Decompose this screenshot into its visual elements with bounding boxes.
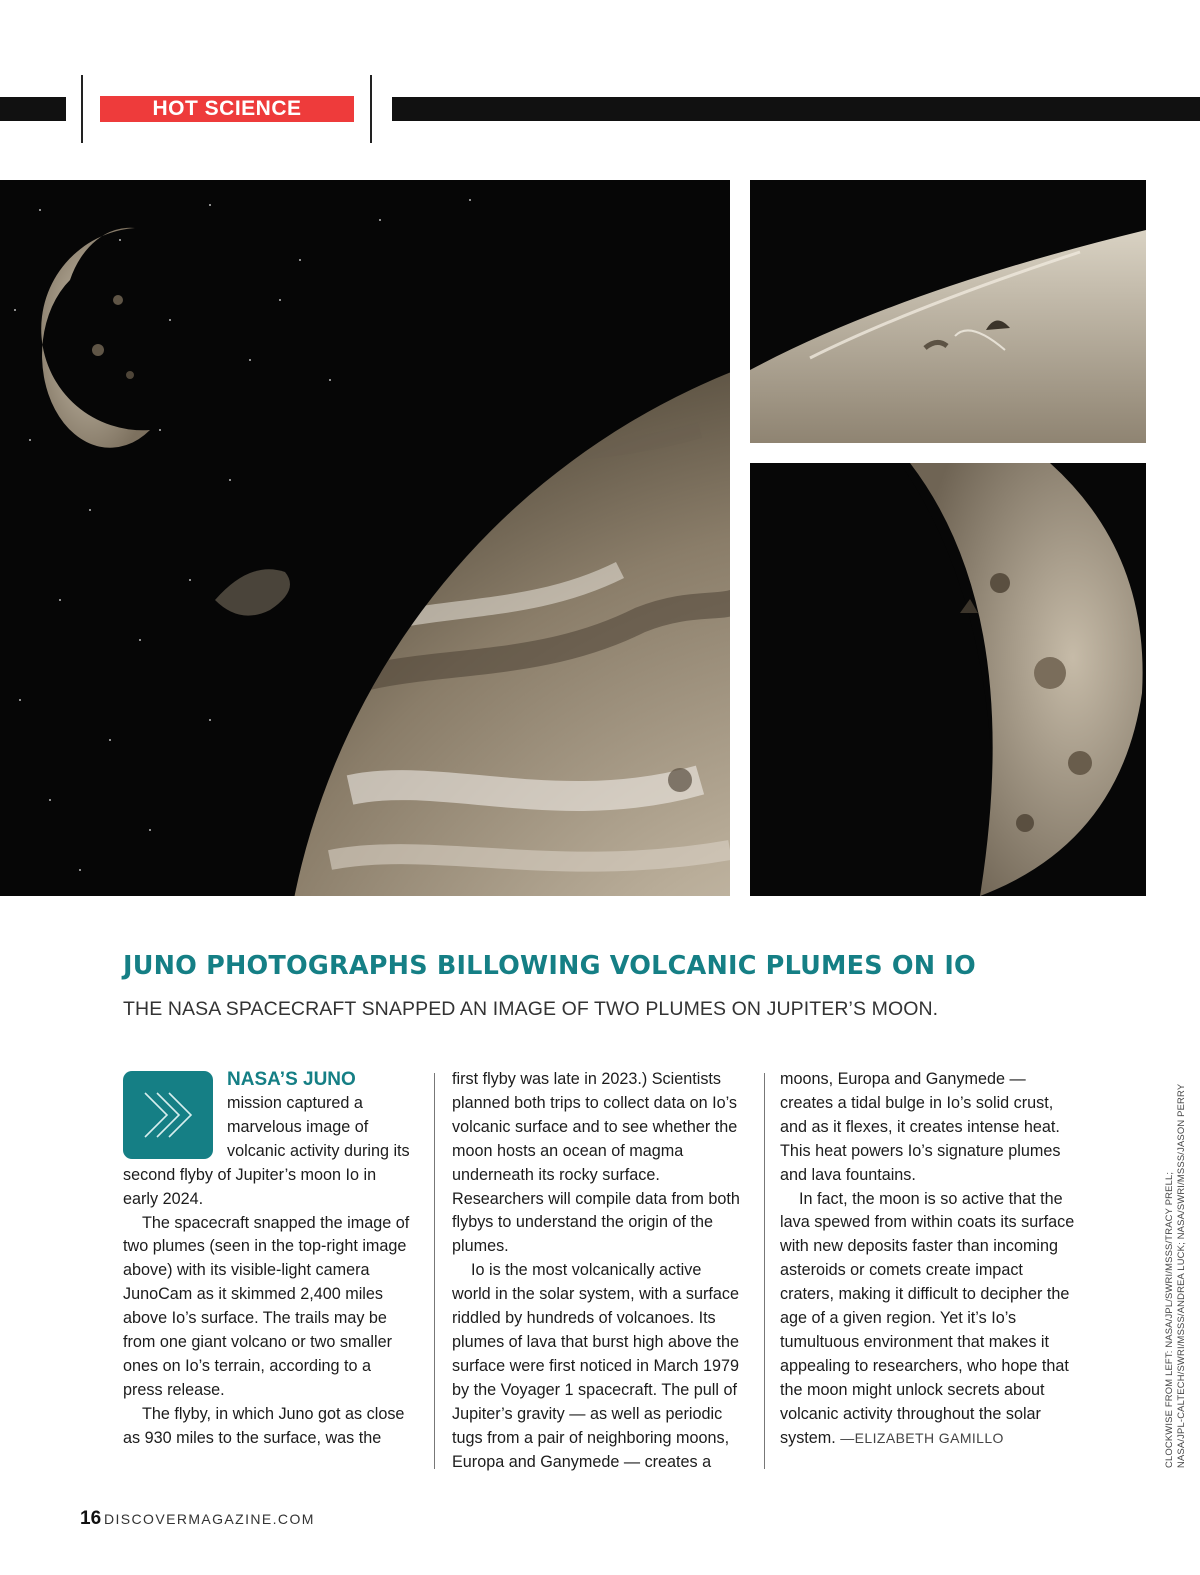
article-column-1 bbox=[123, 1068, 415, 1451]
lead-in: NASA’S JUNO bbox=[227, 1069, 356, 1090]
article-deck: THE NASA SPACECRAFT SNAPPED AN IMAGE OF TWO PLUMES ON JUPITER’S MOON. bbox=[123, 998, 939, 1020]
article-headline: JUNO PHOTOGRAPHS BILLOWING VOLCANIC PLUMES ON IO bbox=[123, 951, 976, 981]
site-url: DISCOVERMAGAZINE.COM bbox=[104, 1511, 315, 1527]
io-crescent-photo bbox=[750, 463, 1146, 896]
paragraph-2: The spacecraft snapped the image of two plumes (seen in the top-right image above) with its visible-light camera JunoCam as it skimmed 2,400 miles above Io’s surface. The trails may be from one giant volcano or two smaller ones on Io’s terrain, according to a press release. bbox=[123, 1213, 410, 1399]
header-bar-right bbox=[392, 97, 1200, 121]
article-column-2: first flyby was late in 2023.) Scientists planned both trips to collect data on Io’s volcanic surface and to see whether the moon hosts an ocean of magma underneath its rocky surface. Researchers will compile data from both flybys to understand the origin of the plumes. Io is the most volcanically active world in the solar system, with a surface riddled by hundreds of volcanoes. Its plumes of lava that burst high above the surface were first noticed in March 1979 by the Voyager 1 spacecraft. The pull of Jupiter’s gravity — as well as periodic tugs from a pair of neighboring moons, Europa and Ganymede — creates a bbox=[452, 1068, 744, 1475]
paragraph-1: mission captured a marvelous image of volcanic activity during its second flyby of Jupiter’s moon Io in early 2024. bbox=[123, 1094, 410, 1208]
chevrons-icon bbox=[123, 1071, 213, 1159]
jupiter-io-photo bbox=[0, 180, 730, 896]
header-divider-right bbox=[370, 75, 372, 143]
paragraph-3: The flyby, in which Juno got as close as 930 miles to the surface, was the bbox=[123, 1404, 405, 1447]
paragraph-5: In fact, the moon is so active that the lava spewed from within coats its surface with new deposits faster than incoming asteroids or comets create impact craters, making it difficult to decipher the age of a given region. Yet it’s Io’s tumultuous environment that makes it appealing to researchers, who hope that the moon might unlock secrets about volcanic activity throughout the solar system. bbox=[780, 1189, 1075, 1447]
section-tag: HOT SCIENCE bbox=[100, 96, 354, 122]
article-column-3: moons, Europa and Ganymede — creates a tidal bulge in Io’s solid crust, and as it flexes, it creates intense heat. This heat powers Io’s signature plumes and lava fountains. In fact, the moon is so active that the lava spewed from within coats its surface with new deposits faster than incoming asteroids or comets create impact craters, making it difficult to decipher the age of a given region. Yet it’s Io’s tumultuous environment that makes it appealing to researchers, who hope that the moon might unlock secrets about volcanic activity throughout the solar system. —ELIZABETH GAMILLO bbox=[780, 1070, 1075, 1447]
byline: —ELIZABETH GAMILLO bbox=[840, 1429, 1004, 1446]
column-rule bbox=[764, 1073, 765, 1469]
paragraph-4: Io is the most volcanically active world in the solar system, with a surface riddled by hundreds of volcanoes. Its plumes of lava that burst high above the surface were first noticed in March 1979 by the Voyager 1 spacecraft. The pull of Jupiter’s gravity — as well as periodic tugs from a pair of neighboring moons, Europa and Ganymede — creates a bbox=[452, 1261, 740, 1471]
io-plumes-photo bbox=[750, 180, 1146, 443]
column-rule bbox=[434, 1073, 435, 1469]
header-divider-left bbox=[81, 75, 83, 143]
header-bar-left bbox=[0, 97, 66, 121]
credits-line-1: CLOCKWISE FROM LEFT: NASA/JPL/SWRI/MSSS/TRACY PRELL; bbox=[1163, 1171, 1174, 1468]
credits-line-2: NASA/JPL-CALTECH/SWRI/MSSS/ANDREA LUCK; NASA/SWRI/MSSS/JASON PERRY bbox=[1175, 1083, 1186, 1468]
page-number: 16 bbox=[80, 1508, 102, 1529]
photo-credits bbox=[1163, 1083, 1187, 1468]
